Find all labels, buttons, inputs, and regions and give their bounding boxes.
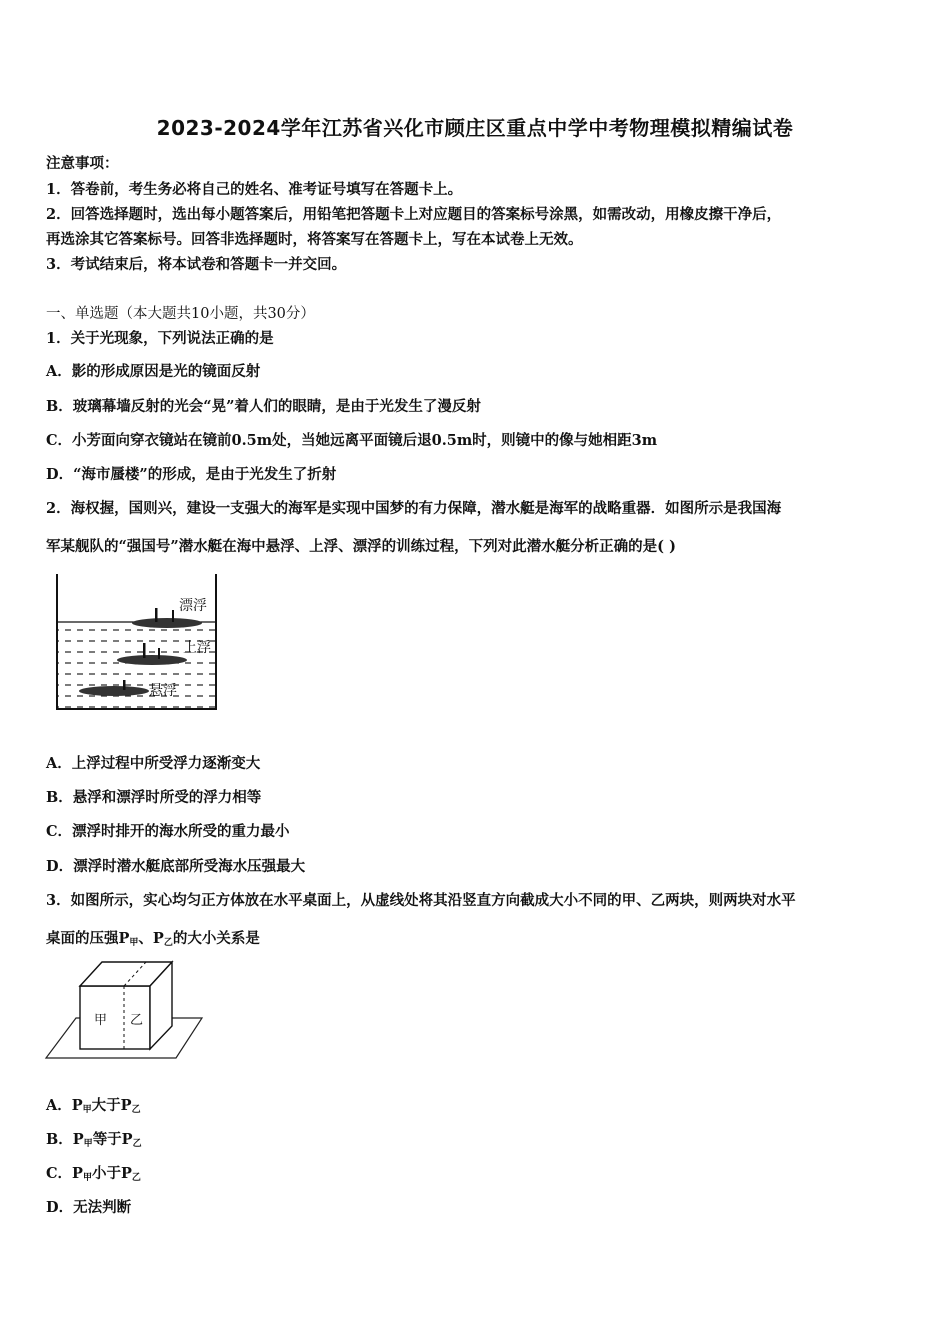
q1-option-c: C．小芳面向穿衣镜站在镜前0.5m处，当她远离平面镜后退0.5m时，则镜中的像与她相距3m <box>46 432 658 449</box>
submarine-floating <box>132 618 202 628</box>
q3-option-c: C．$P_甲$小于$P_乙$ <box>46 1165 141 1183</box>
submarine-rising <box>117 655 187 665</box>
q2-stem-line2: 军某舰队的“强国号”潜水艇在海中悬浮、上浮、漂浮的训练过程，下列对此潜水艇分析正确的是( ) <box>46 538 676 555</box>
q3-option-a: A．$P_甲$大于$P_乙$ <box>46 1097 141 1115</box>
label-float: 漂浮 <box>179 598 207 614</box>
q3-option-d: D．无法判断 <box>46 1199 132 1216</box>
exam-title: 2023-2024学年江苏省兴化市顾庄区重点中学中考物理模拟精编试卷 <box>156 116 794 140</box>
q2-option-a: A．上浮过程中所受浮力逐渐变大 <box>46 755 261 772</box>
q3-option-b: B．$P_甲$等于$P_乙$ <box>46 1131 142 1149</box>
notice-item-3: 3．考试结束后，将本试卷和答题卡一并交回。 <box>46 256 347 273</box>
section-heading: 一、单选题（本大题共10小题，共30分） <box>46 306 315 322</box>
q2-option-c: C．漂浮时排开的海水所受的重力最小 <box>46 823 290 840</box>
submarine-suspended <box>79 686 149 696</box>
label-yi: 乙 <box>130 1013 144 1028</box>
q3-cube-figure <box>44 958 204 1066</box>
notice-heading: 注意事项： <box>46 155 119 172</box>
notice-item-1: 1．答卷前，考生务必将自己的姓名、准考证号填写在答题卡上。 <box>46 181 463 198</box>
q2-stem-line1: 2．海权握，国则兴，建设一支强大的海军是实现中国梦的有力保障，潜水艇是海军的战略重器．如图所示是我国海 <box>46 500 782 517</box>
q1-stem: 1．关于光现象，下列说法正确的是 <box>46 330 274 347</box>
q2-submarine-figure <box>52 570 222 715</box>
q1-option-b: B．玻璃幕墙反射的光会“晃”着人们的眼睛，是由于光发生了漫反射 <box>46 398 481 415</box>
label-suspend: 悬浮 <box>149 683 177 699</box>
label-jia: 甲 <box>94 1013 108 1028</box>
q2-option-b: B．悬浮和漂浮时所受的浮力相等 <box>46 789 262 806</box>
q3-stem-line1: 3．如图所示，实心均匀正方体放在水平桌面上，从虚线处将其沿竖直方向截成大小不同的甲、乙两块，则两块对水平 <box>46 892 796 909</box>
q1-option-a: A．影的形成原因是光的镜面反射 <box>46 363 261 380</box>
q2-option-d: D．漂浮时潜水艇底部所受海水压强最大 <box>46 858 306 875</box>
notice-item-2: 2．回答选择题时，选出每小题答案后，用铅笔把答题卡上对应题目的答案标号涂黑，如需改动，用橡皮擦干净后， <box>46 206 782 223</box>
q3-stem-line2: 桌面的压强$P_甲$、$P_乙$的大小关系是 <box>46 930 260 948</box>
q1-option-d: D．“海市蜃楼”的形成，是由于光发生了折射 <box>46 466 337 483</box>
label-rise: 上浮 <box>183 640 211 656</box>
notice-item-2-cont: 再选涂其它答案标号。回答非选择题时，将答案写在答题卡上，写在本试卷上无效。 <box>46 231 583 248</box>
